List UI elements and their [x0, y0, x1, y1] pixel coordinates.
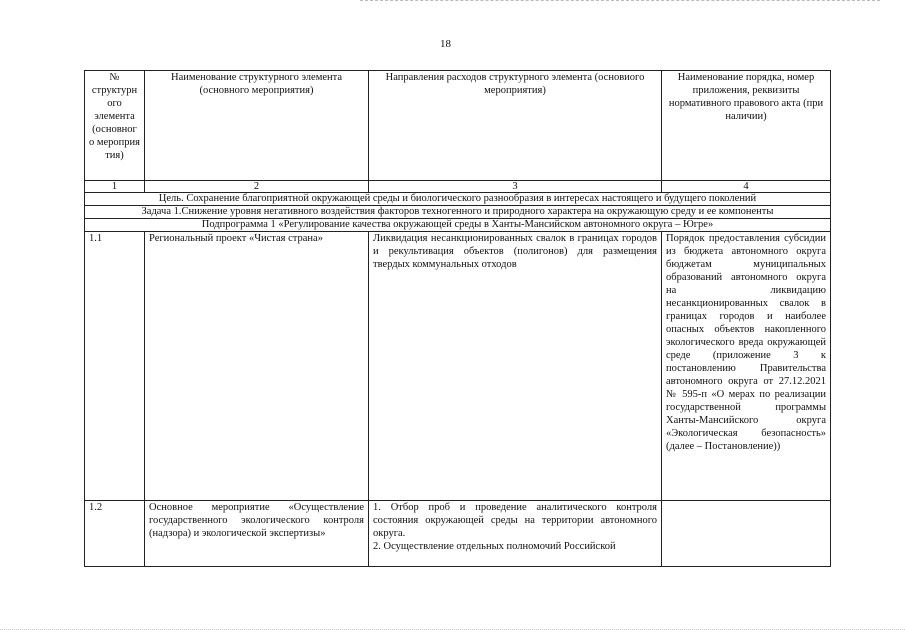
task-row — [85, 206, 831, 219]
column-number: 1 — [85, 181, 145, 193]
goal-text: Цель. Сохранение благоприятной окружающей среды и биологического разнообразия в интересах настоящего и будущего поколений — [85, 193, 831, 206]
row-name: Региональный проект «Чистая страна» — [145, 232, 369, 501]
subprogram-text: Подпрограмма 1 «Регулирование качества окружающей среды в Ханты-Мансийском автономного округа – Югре» — [85, 219, 831, 232]
row-order — [662, 501, 831, 567]
subprogram-row — [85, 219, 831, 232]
page-number: 18 — [440, 38, 451, 50]
goal-row — [85, 193, 831, 206]
direction-item: 1. Отбор проб и проведение аналитического контроля состояния окружающей среды на территории автономного округа. — [373, 502, 657, 539]
column-number: 4 — [662, 181, 831, 193]
header-col-order: Наименование порядка, номер приложения, реквизиты нормативного правового акта (при наличии) — [662, 71, 831, 181]
header-col-directions: Направления расходов структурного элемента (основиого мероприятия) — [369, 71, 662, 181]
row-directions: Ликвидация несанкционированных свалок в границах городов и рекультивация объектов (полигонов) для размещения твердых коммунальных отходов — [369, 232, 662, 501]
column-number-row — [85, 181, 831, 193]
row-order: Порядок предоставления субсидии из бюджета автономного округа бюджетам муниципальных образований автономного округа на ликвидацию несанкционированных свалок в границах городов и наиболее опасных объектов накопленного экологического вреда окружающей среде (приложение 3 к постановлению Правительства автономного округа от 27.12.2021 № 595-п «О мерах по реализации государственной программы Ханты-Мансийского округа «Экологическая безопасность» (далее – Постановление)) — [662, 232, 831, 501]
row-number: 1.1 — [85, 232, 145, 501]
column-number: 2 — [145, 181, 369, 193]
table-row — [85, 501, 831, 567]
direction-item: 2. Осуществление отдельных полномочий Российской — [373, 541, 616, 552]
scan-artifact-top — [360, 0, 880, 4]
header-col-name: Наименование структурного элемента (основного мероприятия) — [145, 71, 369, 181]
table-row — [85, 232, 831, 501]
column-number: 3 — [369, 181, 662, 193]
task-text: Задача 1.Снижение уровня негативного воздействия факторов техногенного и природного характера на окружающую среду и ее компоненты — [85, 206, 831, 219]
row-name: Основное мероприятие «Осуществление государственного экологического контроля (надзора) и экологической экспертизы» — [145, 501, 369, 567]
row-directions — [369, 501, 662, 567]
header-col-number: № структурн ого элемента (основног о мероприя тия) — [85, 71, 145, 181]
row-number: 1.2 — [85, 501, 145, 567]
table-header-row — [85, 71, 831, 181]
program-structure-table — [84, 70, 831, 567]
scan-artifact-bottom — [0, 629, 905, 632]
